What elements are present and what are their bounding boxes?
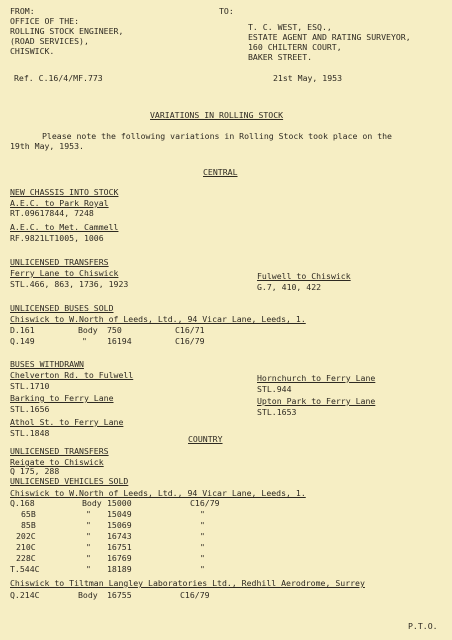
transfer-route: Fulwell to Chiswick <box>257 271 351 281</box>
intro-line: Please note the following variations in Rolling Stock took place on the <box>42 131 392 141</box>
body-label: Body <box>82 498 102 508</box>
body-label: " <box>86 509 91 519</box>
code: C16/79 <box>190 498 220 508</box>
transfer-stock: G.7, 410, 422 <box>257 282 322 292</box>
to-line: ESTATE AGENT AND RATING SURVEYOR, <box>248 32 411 42</box>
central-heading: CENTRAL <box>203 167 238 177</box>
body-number: 15000 <box>107 498 132 508</box>
page-turn-note: P.T.O. <box>408 621 438 631</box>
reference: Ref. C.16/4/MF.773 <box>14 73 103 83</box>
code: C16/71 <box>175 325 205 335</box>
withdrawn-stock: STL.1653 <box>257 407 297 417</box>
to-label: TO: <box>219 6 234 16</box>
buses-sold-route: Chiswick to W.North of Leeds, Ltd., 94 Vicar Lane, Leeds, 1. <box>10 314 306 324</box>
tiltman-route: Chiswick to Tiltman Langley Laboratories Ltd., Redhill Aerodrome, Surrey <box>10 578 365 588</box>
withdrawn-stock: STL.1710 <box>10 381 50 391</box>
code: " <box>200 509 205 519</box>
chassis-stock: RT.09617844, 7248 <box>10 208 94 218</box>
body-number: 16743 <box>107 531 132 541</box>
transfer-route: Ferry Lane to Chiswick <box>10 268 119 278</box>
body-label: " <box>86 531 91 541</box>
withdrawn-heading: BUSES WITHDRAWN <box>10 359 84 369</box>
withdrawn-stock: STL.944 <box>257 384 292 394</box>
withdrawn-route: Barking to Ferry Lane <box>10 393 114 403</box>
withdrawn-route: Athol St. to Ferry Lane <box>10 417 124 427</box>
vehicle-number: 228C <box>16 553 36 563</box>
body-number: 16751 <box>107 542 132 552</box>
code: C16/79 <box>175 336 205 346</box>
code: " <box>200 531 205 541</box>
withdrawn-stock: STL.1848 <box>10 428 50 438</box>
vehicle-number: Q.168 <box>10 498 35 508</box>
body-number: 15049 <box>107 509 132 519</box>
body-number: 18189 <box>107 564 132 574</box>
from-line: (ROAD SERVICES), <box>10 36 89 46</box>
chassis-route: A.E.C. to Park Royal <box>10 198 109 208</box>
chassis-stock: RF.9821LT1005, 1006 <box>10 233 104 243</box>
vehicle-number: 210C <box>16 542 36 552</box>
body-label: Body <box>78 325 98 335</box>
country-transfer-route: Reigate to Chiswick <box>10 457 104 467</box>
withdrawn-route: Hornchurch to Ferry Lane <box>257 373 376 383</box>
vehicle-number: D.161 <box>10 325 35 335</box>
body-label: " <box>86 564 91 574</box>
from-line: ROLLING STOCK ENGINEER, <box>10 26 124 36</box>
to-line: T. C. WEST, ESQ., <box>248 22 332 32</box>
document-title: VARIATIONS IN ROLLING STOCK <box>150 110 284 120</box>
body-number: 16755 <box>107 590 132 600</box>
transfer-stock: STL.466, 863, 1736, 1923 <box>10 279 129 289</box>
code: " <box>200 542 205 552</box>
vehicle-number: T.544C <box>10 564 40 574</box>
vehicle-number: Q.214C <box>10 590 40 600</box>
body-number: 16194 <box>107 336 132 346</box>
withdrawn-route: Upton Park to Ferry Lane <box>257 396 376 406</box>
vehicle-number: 65B <box>21 509 36 519</box>
buses-sold-heading: UNLICENSED BUSES SOLD <box>10 303 114 313</box>
vehicle-number: Q.149 <box>10 336 35 346</box>
intro-line: 19th May, 1953. <box>10 141 84 151</box>
code: " <box>200 520 205 530</box>
to-line: 160 CHILTERN COURT, <box>248 42 342 52</box>
vehicles-sold-heading: UNLICENSED VEHICLES SOLD <box>10 476 129 486</box>
vehicle-number: 85B <box>21 520 36 530</box>
body-label: " <box>86 520 91 530</box>
body-label: " <box>86 542 91 552</box>
code: C16/79 <box>180 590 210 600</box>
country-transfer-stock: Q 175, 288 <box>10 466 60 476</box>
code: " <box>200 564 205 574</box>
body-number: 750 <box>107 325 122 335</box>
from-line: OFFICE OF THE: <box>10 16 80 26</box>
to-line: BAKER STREET. <box>248 52 313 62</box>
body-number: 16769 <box>107 553 132 563</box>
code: " <box>200 553 205 563</box>
unlicensed-transfers-heading: UNLICENSED TRANSFERS <box>10 257 109 267</box>
country-heading: COUNTRY <box>188 434 223 444</box>
vehicle-number: 202C <box>16 531 36 541</box>
vehicles-sold-route: Chiswick to W.North of Leeds, Ltd., 94 Vicar Lane, Leeds, 1. <box>10 488 306 498</box>
letter-date: 21st May, 1953 <box>273 73 343 83</box>
from-line: CHISWICK. <box>10 46 55 56</box>
body-number: 15069 <box>107 520 132 530</box>
body-label: " <box>82 336 87 346</box>
country-transfers-heading: UNLICENSED TRANSFERS <box>10 446 109 456</box>
from-label: FROM: <box>10 6 35 16</box>
withdrawn-stock: STL.1656 <box>10 404 50 414</box>
withdrawn-route: Chelverton Rd. to Fulwell <box>10 370 134 380</box>
chassis-route: A.E.C. to Met. Cammell <box>10 222 119 232</box>
new-chassis-heading: NEW CHASSIS INTO STOCK <box>10 187 119 197</box>
body-label: Body <box>78 590 98 600</box>
body-label: " <box>86 553 91 563</box>
